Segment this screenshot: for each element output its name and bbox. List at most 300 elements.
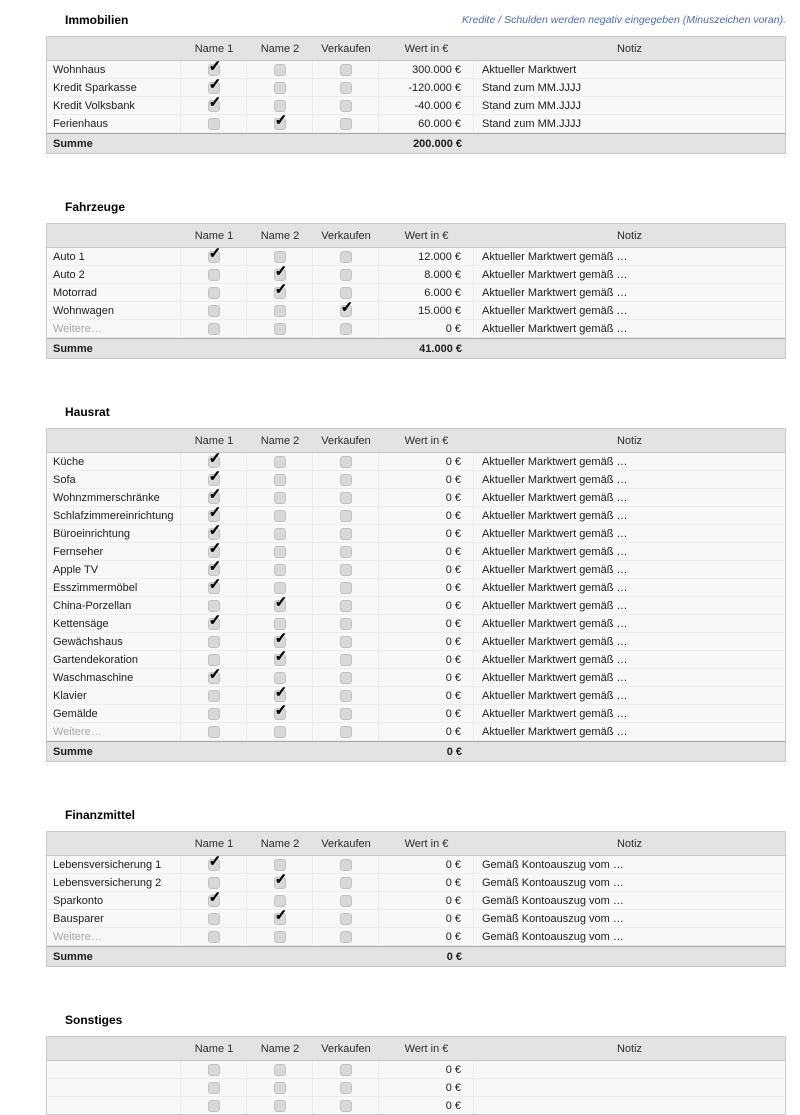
row-label-cell[interactable] — [47, 1061, 181, 1078]
checkbox-verkaufen[interactable] — [340, 877, 352, 889]
row-label-cell[interactable]: Weitere… — [47, 928, 181, 945]
column-header-wert: Wert in € — [404, 42, 449, 55]
value-cell[interactable]: 60.000 € — [379, 115, 474, 132]
column-header-rowlabel — [47, 1037, 181, 1060]
value-cell[interactable]: 0 € — [379, 892, 474, 909]
checkbox-name2[interactable] — [274, 528, 286, 540]
checkbox-cell-name1 — [181, 284, 247, 301]
note-cell[interactable]: Aktueller Marktwert gemäß … — [482, 268, 628, 281]
row-label-cell[interactable] — [47, 1097, 181, 1114]
row-label-cell[interactable]: Lebensversicherung 2 — [47, 874, 181, 891]
checkbox-verkaufen[interactable] — [340, 726, 352, 738]
checkbox-cell-verkaufen — [313, 61, 379, 78]
row-label-cell[interactable]: Auto 2 — [47, 266, 181, 283]
row-label-cell[interactable]: Ferienhaus — [47, 115, 181, 132]
checkbox-name2[interactable] — [274, 931, 286, 943]
checkbox-name2[interactable] — [274, 708, 286, 720]
value-cell[interactable]: 0 € — [379, 525, 474, 542]
checkbox-cell-name2 — [247, 892, 313, 909]
checkbox-verkaufen[interactable] — [340, 474, 352, 486]
checkbox-verkaufen[interactable] — [340, 690, 352, 702]
note-cell[interactable]: Aktueller Marktwert gemäß … — [482, 527, 628, 540]
checkbox-verkaufen[interactable] — [340, 287, 352, 299]
checkbox-name2[interactable] — [274, 100, 286, 112]
note-cell[interactable]: Gemäß Kontoauszug vom … — [482, 858, 624, 871]
checkbox-cell-verkaufen — [313, 651, 379, 668]
checkbox-verkaufen[interactable] — [340, 269, 352, 281]
checkbox-name2[interactable] — [274, 251, 286, 263]
checkbox-name1[interactable] — [208, 251, 220, 263]
checkbox-name1[interactable] — [208, 100, 220, 112]
section-header — [46, 13, 786, 27]
checkbox-name2[interactable] — [274, 654, 286, 666]
note-cell[interactable]: Stand zum MM.JJJJ — [482, 99, 582, 112]
checkbox-verkaufen[interactable] — [340, 1082, 352, 1094]
note-cell[interactable]: Gemäß Kontoauszug vom … — [482, 876, 624, 889]
section-title: Sonstiges — [65, 1013, 123, 1027]
row-label-cell[interactable]: Wohnzmmerschränke — [47, 489, 181, 506]
table-row — [47, 320, 785, 338]
value-cell[interactable]: 12.000 € — [379, 248, 474, 265]
note-cell[interactable]: Gemäß Kontoauszug vom … — [482, 912, 624, 925]
checkbox-name1[interactable] — [208, 582, 220, 594]
checkbox-name2[interactable] — [274, 305, 286, 317]
column-header-wert: Wert in € — [404, 229, 449, 242]
checkbox-verkaufen[interactable] — [340, 323, 352, 335]
section-title: Hausrat — [65, 405, 110, 419]
value-cell[interactable]: 15.000 € — [379, 302, 474, 319]
checkbox-cell-verkaufen — [313, 892, 379, 909]
checkbox-verkaufen[interactable] — [340, 636, 352, 648]
checkbox-name1[interactable] — [208, 474, 220, 486]
column-header-wert: Wert in € — [404, 837, 449, 850]
checkbox-verkaufen[interactable] — [340, 510, 352, 522]
checkbox-name1[interactable] — [208, 492, 220, 504]
checkbox-verkaufen[interactable] — [340, 618, 352, 630]
checkbox-name1[interactable] — [208, 726, 220, 738]
checkbox-name2[interactable] — [274, 1082, 286, 1094]
checkbox-name2[interactable] — [274, 510, 286, 522]
note-cell[interactable]: Stand zum MM.JJJJ — [482, 117, 582, 130]
note-cell[interactable]: Aktueller Marktwert gemäß … — [482, 563, 628, 576]
checkbox-name1[interactable] — [208, 118, 220, 130]
note-cell[interactable]: Aktueller Marktwert gemäß … — [482, 671, 628, 684]
checkbox-verkaufen[interactable] — [340, 600, 352, 612]
note-cell[interactable]: Aktueller Marktwert gemäß … — [482, 725, 628, 738]
note-cell[interactable]: Aktueller Marktwert gemäß … — [482, 653, 628, 666]
checkbox-verkaufen[interactable] — [340, 100, 352, 112]
checkbox-cell-verkaufen — [313, 115, 379, 132]
checkbox-name1[interactable] — [208, 269, 220, 281]
note-cell[interactable]: Aktueller Marktwert gemäß … — [482, 491, 628, 504]
column-header-name1: Name 1 — [194, 837, 234, 850]
checkbox-name1[interactable] — [208, 618, 220, 630]
checkbox-verkaufen[interactable] — [340, 546, 352, 558]
checkbox-verkaufen[interactable] — [340, 564, 352, 576]
row-label-cell[interactable]: Esszimmermöbel — [47, 579, 181, 596]
column-header-rowlabel — [47, 37, 181, 60]
checkbox-name2[interactable] — [274, 618, 286, 630]
checkbox-cell-name2 — [247, 543, 313, 560]
table-row — [47, 115, 785, 133]
table-row — [47, 543, 785, 561]
checkbox-name1[interactable] — [208, 859, 220, 871]
table-row — [47, 471, 785, 489]
checkbox-cell-name2 — [247, 525, 313, 542]
value-cell[interactable]: 0 € — [379, 543, 474, 560]
asset-table — [46, 428, 786, 762]
row-label-cell[interactable]: Kredit Volksbank — [47, 97, 181, 114]
asset-section-3 — [46, 808, 786, 967]
summe-row — [47, 133, 785, 153]
row-label-cell[interactable]: Gartendekoration — [47, 651, 181, 668]
checkbox-verkaufen[interactable] — [340, 456, 352, 468]
value-cell[interactable]: 0 € — [379, 856, 474, 873]
checkbox-cell-verkaufen — [313, 1079, 379, 1096]
note-cell[interactable]: Aktueller Marktwert gemäß … — [482, 689, 628, 702]
note-cell[interactable]: Aktueller Marktwert gemäß … — [482, 545, 628, 558]
summe-spacer — [313, 742, 379, 761]
section-header — [46, 808, 786, 822]
table-header-row — [47, 224, 785, 248]
asset-section-0 — [46, 13, 786, 154]
value-cell[interactable]: 0 € — [379, 633, 474, 650]
checkbox-name2[interactable] — [274, 456, 286, 468]
checkbox-cell-verkaufen — [313, 615, 379, 632]
summe-label: Summe — [53, 950, 93, 963]
checkbox-cell-verkaufen — [313, 320, 379, 337]
checkbox-cell-name2 — [247, 723, 313, 740]
checkbox-name2[interactable] — [274, 564, 286, 576]
checkbox-name1[interactable] — [208, 287, 220, 299]
value-cell[interactable]: 0 € — [379, 651, 474, 668]
checkbox-name2[interactable] — [274, 636, 286, 648]
note-cell[interactable]: Aktueller Marktwert gemäß … — [482, 455, 628, 468]
checkbox-name2[interactable] — [274, 323, 286, 335]
checkbox-name2[interactable] — [274, 877, 286, 889]
checkbox-verkaufen[interactable] — [340, 118, 352, 130]
table-row — [47, 61, 785, 79]
summe-label: Summe — [53, 137, 93, 150]
note-cell[interactable] — [474, 1079, 785, 1096]
section-header — [46, 200, 786, 214]
row-label-cell[interactable]: Kettensäge — [47, 615, 181, 632]
column-header-name2: Name 2 — [260, 42, 300, 55]
summe-notiz-spacer — [474, 742, 785, 761]
note-cell[interactable]: Aktueller Marktwert gemäß … — [482, 304, 628, 317]
value-cell[interactable]: 300.000 € — [379, 61, 474, 78]
note-cell[interactable] — [474, 1061, 785, 1078]
note-cell[interactable]: Stand zum MM.JJJJ — [482, 81, 582, 94]
note-cell[interactable]: Aktueller Marktwert gemäß … — [482, 509, 628, 522]
value-cell[interactable]: 6.000 € — [379, 284, 474, 301]
checkbox-cell-name2 — [247, 248, 313, 265]
checkbox-name2[interactable] — [274, 913, 286, 925]
checkbox-cell-name1 — [181, 471, 247, 488]
table-row — [47, 302, 785, 320]
checkbox-cell-name1 — [181, 248, 247, 265]
checkbox-cell-name2 — [247, 615, 313, 632]
checkbox-name1[interactable] — [208, 708, 220, 720]
value-cell[interactable]: 0 € — [379, 597, 474, 614]
value-cell[interactable]: 0 € — [379, 928, 474, 945]
checkbox-cell-name2 — [247, 651, 313, 668]
column-header-verkaufen: Verkaufen — [321, 434, 371, 447]
checkbox-verkaufen[interactable] — [340, 895, 352, 907]
checkbox-name2[interactable] — [274, 600, 286, 612]
checkbox-cell-name1 — [181, 579, 247, 596]
checkbox-name1[interactable] — [208, 877, 220, 889]
summe-spacer — [313, 947, 379, 966]
checkbox-name1[interactable] — [208, 528, 220, 540]
checkbox-name1[interactable] — [208, 305, 220, 317]
column-header-name2: Name 2 — [260, 837, 300, 850]
checkbox-name1[interactable] — [208, 323, 220, 335]
row-label-cell[interactable]: China-Porzellan — [47, 597, 181, 614]
row-label-cell[interactable]: Klavier — [47, 687, 181, 704]
column-header-rowlabel — [47, 224, 181, 247]
checkbox-verkaufen[interactable] — [340, 305, 352, 317]
row-label-cell[interactable]: Waschmaschine — [47, 669, 181, 686]
checkbox-name1[interactable] — [208, 1082, 220, 1094]
checkbox-cell-name1 — [181, 856, 247, 873]
checkbox-verkaufen[interactable] — [340, 859, 352, 871]
row-label-cell[interactable]: Weitere… — [47, 723, 181, 740]
note-cell[interactable]: Aktueller Marktwert gemäß … — [482, 473, 628, 486]
checkbox-name2[interactable] — [274, 726, 286, 738]
table-row — [47, 453, 785, 471]
row-label-cell[interactable]: Lebensversicherung 1 — [47, 856, 181, 873]
checkbox-cell-name2 — [247, 1079, 313, 1096]
checkbox-name1[interactable] — [208, 690, 220, 702]
checkbox-name1[interactable] — [208, 1100, 220, 1112]
column-header-name2: Name 2 — [260, 1042, 300, 1055]
checkbox-cell-verkaufen — [313, 856, 379, 873]
checkbox-name1[interactable] — [208, 931, 220, 943]
value-cell[interactable]: 0 € — [379, 669, 474, 686]
row-label-cell[interactable]: Sofa — [47, 471, 181, 488]
summe-row — [47, 946, 785, 966]
checkbox-name2[interactable] — [274, 1064, 286, 1076]
checkbox-name2[interactable] — [274, 492, 286, 504]
checkbox-name1[interactable] — [208, 564, 220, 576]
note-cell[interactable] — [474, 1097, 785, 1114]
value-cell[interactable]: -40.000 € — [379, 97, 474, 114]
checkbox-name1[interactable] — [208, 913, 220, 925]
table-header-row — [47, 37, 785, 61]
row-label-cell[interactable]: Gewächshaus — [47, 633, 181, 650]
checkbox-name1[interactable] — [208, 546, 220, 558]
table-row — [47, 910, 785, 928]
checkbox-cell-name2 — [247, 561, 313, 578]
checkbox-cell-name1 — [181, 615, 247, 632]
checkbox-name2[interactable] — [274, 672, 286, 684]
row-label-cell[interactable]: Apple TV — [47, 561, 181, 578]
table-row — [47, 1079, 785, 1097]
checkbox-name2[interactable] — [274, 582, 286, 594]
checkbox-cell-name2 — [247, 910, 313, 927]
section-header — [46, 405, 786, 419]
value-cell[interactable]: 0 € — [379, 874, 474, 891]
row-label-cell[interactable]: Küche — [47, 453, 181, 470]
summe-spacer — [247, 742, 313, 761]
column-header-notiz: Notiz — [616, 229, 643, 242]
table-row — [47, 1061, 785, 1079]
checkbox-cell-verkaufen — [313, 266, 379, 283]
value-cell[interactable]: 0 € — [379, 453, 474, 470]
checkbox-cell-name1 — [181, 525, 247, 542]
checkbox-cell-name2 — [247, 61, 313, 78]
note-cell[interactable]: Aktueller Marktwert gemäß … — [482, 286, 628, 299]
checkbox-cell-name2 — [247, 1061, 313, 1078]
checkbox-cell-name2 — [247, 928, 313, 945]
note-cell[interactable]: Aktueller Marktwert gemäß … — [482, 635, 628, 648]
table-row — [47, 579, 785, 597]
note-cell[interactable]: Aktueller Marktwert gemäß … — [482, 599, 628, 612]
checkbox-cell-name1 — [181, 489, 247, 506]
checkbox-name2[interactable] — [274, 269, 286, 281]
checkbox-name2[interactable] — [274, 546, 286, 558]
checkbox-verkaufen[interactable] — [340, 1100, 352, 1112]
checkbox-name2[interactable] — [274, 64, 286, 76]
checkbox-verkaufen[interactable] — [340, 251, 352, 263]
checkbox-verkaufen[interactable] — [340, 64, 352, 76]
row-label-cell[interactable]: Kredit Sparkasse — [47, 79, 181, 96]
table-row — [47, 651, 785, 669]
row-label-cell[interactable]: Wohnwagen — [47, 302, 181, 319]
checkbox-name1[interactable] — [208, 895, 220, 907]
column-header-verkaufen: Verkaufen — [321, 42, 371, 55]
checkbox-cell-name2 — [247, 687, 313, 704]
value-cell[interactable]: 0 € — [379, 723, 474, 740]
table-row — [47, 79, 785, 97]
checkbox-verkaufen[interactable] — [340, 672, 352, 684]
checkbox-cell-name1 — [181, 561, 247, 578]
checkbox-name1[interactable] — [208, 456, 220, 468]
checkbox-cell-name2 — [247, 284, 313, 301]
value-cell[interactable]: 0 € — [379, 705, 474, 722]
value-cell[interactable]: 0 € — [379, 507, 474, 524]
checkbox-name1[interactable] — [208, 654, 220, 666]
summe-spacer — [181, 947, 247, 966]
row-label-cell[interactable] — [47, 1079, 181, 1096]
value-cell[interactable]: 0 € — [379, 489, 474, 506]
summe-notiz-spacer — [474, 134, 785, 153]
row-label-cell[interactable]: Motorrad — [47, 284, 181, 301]
checkbox-name1[interactable] — [208, 510, 220, 522]
checkbox-cell-name1 — [181, 1061, 247, 1078]
summe-label: Summe — [53, 745, 93, 758]
note-cell[interactable]: Aktueller Marktwert gemäß … — [482, 707, 628, 720]
note-cell[interactable]: Gemäß Kontoauszug vom … — [482, 894, 624, 907]
checkbox-name2[interactable] — [274, 474, 286, 486]
note-cell[interactable]: Gemäß Kontoauszug vom … — [482, 930, 624, 943]
checkbox-name2[interactable] — [274, 859, 286, 871]
table-header-row — [47, 832, 785, 856]
value-cell[interactable]: 0 € — [379, 1097, 474, 1114]
checkbox-verkaufen[interactable] — [340, 528, 352, 540]
value-cell[interactable]: 0 € — [379, 615, 474, 632]
checkbox-cell-name1 — [181, 1079, 247, 1096]
checkbox-verkaufen[interactable] — [340, 654, 352, 666]
row-label-cell[interactable]: Schlafzimmereinrichtung — [47, 507, 181, 524]
checkbox-verkaufen[interactable] — [340, 1064, 352, 1076]
checkbox-name2[interactable] — [274, 895, 286, 907]
checkbox-cell-verkaufen — [313, 723, 379, 740]
table-row — [47, 489, 785, 507]
checkbox-cell-name2 — [247, 471, 313, 488]
sections-container — [46, 13, 786, 1115]
summe-row — [47, 338, 785, 358]
column-header-rowlabel — [47, 429, 181, 452]
checkbox-name1[interactable] — [208, 64, 220, 76]
checkbox-verkaufen[interactable] — [340, 931, 352, 943]
checkbox-name1[interactable] — [208, 1064, 220, 1076]
value-cell[interactable]: 0 € — [379, 1061, 474, 1078]
value-cell[interactable]: 0 € — [379, 1079, 474, 1096]
value-cell[interactable]: 0 € — [379, 471, 474, 488]
value-cell[interactable]: -120.000 € — [379, 79, 474, 96]
checkbox-name1[interactable] — [208, 82, 220, 94]
row-label-cell[interactable]: Weitere… — [47, 320, 181, 337]
checkbox-cell-verkaufen — [313, 453, 379, 470]
checkbox-verkaufen[interactable] — [340, 82, 352, 94]
note-cell[interactable]: Aktueller Marktwert — [482, 63, 577, 76]
checkbox-cell-name2 — [247, 302, 313, 319]
checkbox-cell-name2 — [247, 266, 313, 283]
checkbox-verkaufen[interactable] — [340, 708, 352, 720]
row-label-cell[interactable]: Büroeinrichtung — [47, 525, 181, 542]
value-cell[interactable]: 0 € — [379, 320, 474, 337]
row-label-cell[interactable]: Sparkonto — [47, 892, 181, 909]
note-cell[interactable]: Aktueller Marktwert gemäß … — [482, 617, 628, 630]
checkbox-name1[interactable] — [208, 600, 220, 612]
value-cell[interactable]: 0 € — [379, 579, 474, 596]
checkbox-name2[interactable] — [274, 82, 286, 94]
checkbox-cell-name2 — [247, 579, 313, 596]
note-cell[interactable]: Aktueller Marktwert gemäß … — [482, 581, 628, 594]
row-label-cell[interactable]: Bausparer — [47, 910, 181, 927]
checkbox-name2[interactable] — [274, 287, 286, 299]
row-label-cell[interactable]: Wohnhaus — [47, 61, 181, 78]
note-cell[interactable]: Aktueller Marktwert gemäß … — [482, 322, 628, 335]
checkbox-cell-verkaufen — [313, 705, 379, 722]
value-cell[interactable]: 0 € — [379, 687, 474, 704]
checkbox-verkaufen[interactable] — [340, 913, 352, 925]
row-label-cell[interactable]: Fernseher — [47, 543, 181, 560]
asset-section-1 — [46, 200, 786, 359]
checkbox-verkaufen[interactable] — [340, 492, 352, 504]
checkbox-cell-verkaufen — [313, 579, 379, 596]
checkbox-name2[interactable] — [274, 690, 286, 702]
asset-table — [46, 223, 786, 359]
table-row — [47, 633, 785, 651]
row-label-cell[interactable]: Auto 1 — [47, 248, 181, 265]
checkbox-name2[interactable] — [274, 1100, 286, 1112]
checkbox-name1[interactable] — [208, 672, 220, 684]
value-cell[interactable]: 0 € — [379, 561, 474, 578]
table-row — [47, 561, 785, 579]
column-header-verkaufen: Verkaufen — [321, 229, 371, 242]
note-cell[interactable]: Aktueller Marktwert gemäß … — [482, 250, 628, 263]
checkbox-name2[interactable] — [274, 118, 286, 130]
checkbox-name1[interactable] — [208, 636, 220, 648]
column-header-wert: Wert in € — [404, 1042, 449, 1055]
value-cell[interactable]: 8.000 € — [379, 266, 474, 283]
row-label-cell[interactable]: Gemälde — [47, 705, 181, 722]
checkbox-verkaufen[interactable] — [340, 582, 352, 594]
value-cell[interactable]: 0 € — [379, 910, 474, 927]
